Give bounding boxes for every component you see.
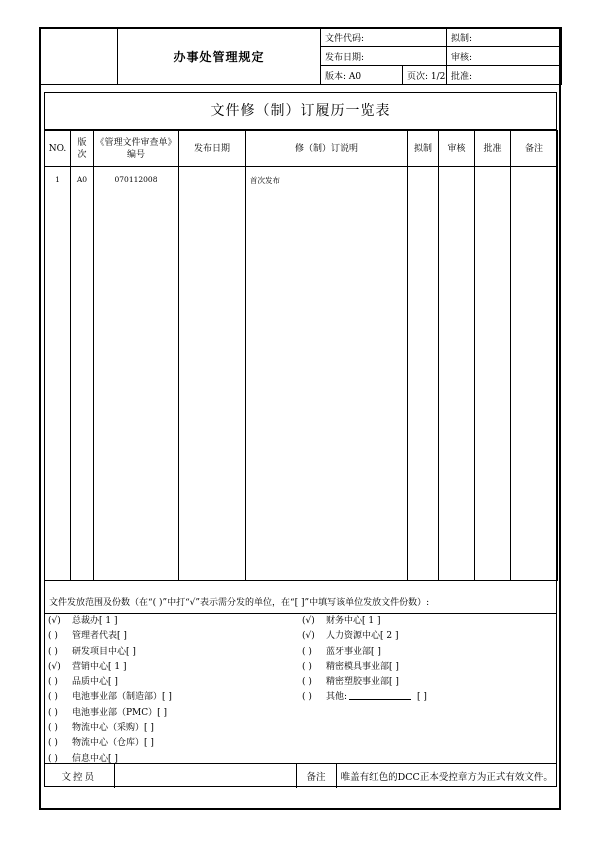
other-input-line[interactable] <box>349 690 411 700</box>
doc-code-label: 文件代码: <box>321 28 447 47</box>
cell-remark <box>511 167 558 581</box>
logo-cell <box>40 28 118 85</box>
dept-label: 电池事业部（制造部）[ ] <box>72 692 172 703</box>
list-item[interactable] <box>48 675 172 690</box>
dept-label: 品质中心[ ] <box>72 677 118 688</box>
dept-label: 精密模具事业部[ ] <box>326 661 399 672</box>
col-header-form-no: 《管理文件审查单》 编号 <box>94 131 179 167</box>
dept-label: 营销中心[ 1 ] <box>72 661 127 672</box>
cell-version: A0 <box>71 167 94 581</box>
col-header-reviewed: 审核 <box>439 131 475 167</box>
dept-label: 精密塑胶事业部[ ] <box>326 677 399 688</box>
dept-label: 蓝牙事业部[ ] <box>326 646 381 657</box>
checkbox-mark[interactable]: ( ) <box>48 753 58 764</box>
other-count[interactable]: [ ] <box>417 692 427 703</box>
checkbox-mark[interactable]: (√) <box>48 661 61 672</box>
checkbox-mark[interactable]: ( ) <box>48 631 58 642</box>
cell-form-no: 070112008 <box>94 167 179 581</box>
cell-date <box>179 167 246 581</box>
list-item[interactable] <box>48 736 172 751</box>
list-item[interactable] <box>302 645 427 660</box>
col-header-no: NO. <box>45 131 71 167</box>
list-item[interactable] <box>302 629 427 644</box>
checkbox-mark[interactable]: ( ) <box>302 661 312 672</box>
checkbox-mark[interactable]: ( ) <box>48 646 58 657</box>
checkbox-mark[interactable]: ( ) <box>48 738 58 749</box>
dept-label: 管理者代表[ ] <box>72 631 127 642</box>
checkbox-mark[interactable]: ( ) <box>48 723 58 734</box>
dept-label: 物流中心（采购）[ ] <box>72 723 154 734</box>
list-item[interactable] <box>48 660 172 675</box>
other-label: 其他: <box>326 692 348 703</box>
remark-label: 备注 <box>296 764 336 788</box>
remark-text: 唯盖有红色的DCC正本受控章方为正式有效文件。 <box>336 764 557 788</box>
dept-label: 信息中心[ ] <box>72 753 118 764</box>
col-header-remark: 备注 <box>511 131 558 167</box>
checkbox-mark[interactable]: ( ) <box>48 677 58 688</box>
dept-label: 研发项目中心[ ] <box>72 646 136 657</box>
checkbox-mark[interactable]: (√) <box>48 616 61 626</box>
list-item[interactable] <box>48 614 172 629</box>
checkbox-mark[interactable]: ( ) <box>302 677 312 688</box>
col-header-description: 修（制）订说明 <box>246 131 408 167</box>
checkbox-mark[interactable]: ( ) <box>48 692 58 703</box>
controller-label: 文控员 <box>61 771 96 783</box>
history-title: 文件修（制）订履历一览表 <box>44 92 557 130</box>
distribution-left-list <box>48 614 172 767</box>
checkbox-mark[interactable]: (√) <box>302 631 315 642</box>
col-header-date: 发布日期 <box>179 131 246 167</box>
page-label: 页次: 1/2 <box>403 66 447 85</box>
cell-reviewed <box>439 167 475 581</box>
checkbox-mark[interactable]: ( ) <box>302 692 312 703</box>
checkbox-mark[interactable]: ( ) <box>302 646 312 657</box>
checkbox-mark[interactable]: ( ) <box>48 707 58 718</box>
list-item[interactable] <box>302 675 427 690</box>
approve-label: 批准: <box>447 66 562 85</box>
checkbox-mark[interactable]: (√) <box>302 616 315 626</box>
document-header <box>39 27 562 85</box>
footer-table <box>44 763 557 788</box>
version-label: 版本: A0 <box>321 66 403 85</box>
doc-title: 办事处管理规定 <box>118 28 321 85</box>
dept-label: 总裁办[ 1 ] <box>72 616 118 626</box>
list-item[interactable] <box>48 645 172 660</box>
dept-label: 财务中心[ 1 ] <box>326 616 381 626</box>
revision-history-table <box>44 130 558 581</box>
list-item[interactable] <box>48 706 172 721</box>
table-row <box>45 167 558 581</box>
release-date-label: 发布日期: <box>321 47 447 66</box>
col-header-version: 版 次 <box>71 131 94 167</box>
list-item-other[interactable] <box>302 690 427 705</box>
dept-label: 物流中心（仓库）[ ] <box>72 738 154 749</box>
controller-value <box>114 764 296 788</box>
col-header-drafted: 拟制 <box>408 131 439 167</box>
cell-no: 1 <box>45 167 71 581</box>
col-header-approved: 批准 <box>475 131 511 167</box>
cell-approved <box>475 167 511 581</box>
dept-label: 电池事业部（PMC）[ ] <box>72 707 168 718</box>
list-item[interactable] <box>48 721 172 736</box>
drafted-label: 拟制: <box>447 28 562 47</box>
cell-drafted <box>408 167 439 581</box>
cell-description: 首次发布 <box>246 167 408 581</box>
dept-label: 人力资源中心[ 2 ] <box>326 631 399 642</box>
distribution-instruction: 文件发放范围及份数（在“( )”中打“√”表示需分发的单位，在“[ ]”中填写该单位发放文件份数）: <box>44 592 557 614</box>
distribution-right-list <box>302 614 427 706</box>
list-item[interactable] <box>48 690 172 705</box>
list-item[interactable] <box>48 629 172 644</box>
list-item[interactable] <box>302 614 427 629</box>
list-item[interactable] <box>302 660 427 675</box>
review-label: 审核: <box>447 47 562 66</box>
